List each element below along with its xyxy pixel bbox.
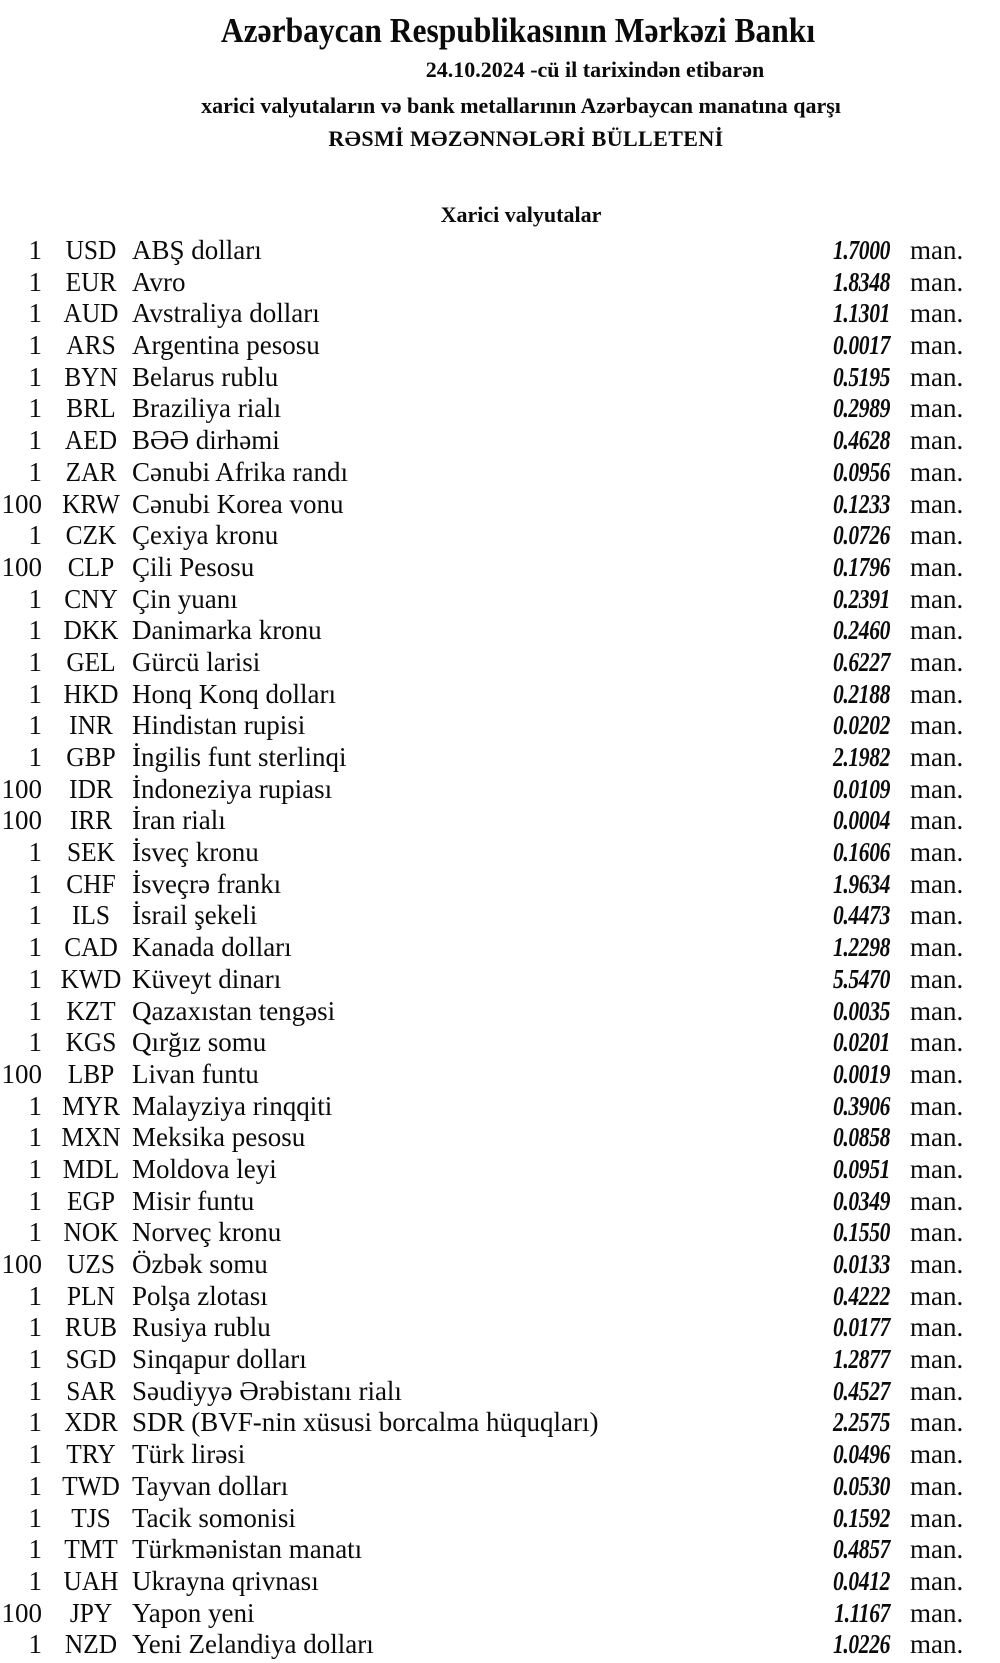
- unit-cell: man.: [910, 1090, 964, 1121]
- quantity-cell: 1: [28, 520, 42, 551]
- table-row: [0, 1312, 1000, 1344]
- quantity-cell: 1: [28, 615, 42, 646]
- quantity-cell: 1: [28, 1217, 42, 1248]
- table-row: [0, 1186, 1000, 1218]
- table-row: [0, 647, 1000, 679]
- rate-cell: 0.0035: [833, 995, 890, 1026]
- table-row: [0, 805, 1000, 837]
- currency-code-cell: NZD: [64, 1629, 118, 1660]
- unit-cell: man.: [910, 1565, 964, 1596]
- currency-name-cell: Honq Konq dolları: [132, 678, 336, 709]
- table-row: [0, 615, 1000, 647]
- unit-cell: man.: [910, 1122, 964, 1153]
- quantity-cell: 1: [28, 298, 42, 329]
- rate-cell: 0.0019: [833, 1058, 890, 1089]
- rates-table: [0, 235, 1000, 1661]
- currency-code-cell: EUR: [65, 266, 117, 297]
- table-row: [0, 932, 1000, 964]
- currency-name-cell: Moldova leyi: [132, 1153, 277, 1184]
- currency-code-cell: BRL: [66, 393, 116, 424]
- table-row: [0, 774, 1000, 806]
- currency-name-cell: Özbək somu: [132, 1249, 268, 1279]
- rate-cell: 0.2391: [833, 583, 890, 614]
- currency-code-cell: MXN: [61, 1122, 121, 1153]
- currency-code-cell: CHF: [66, 868, 116, 899]
- rate-cell: 0.0349: [833, 1185, 890, 1216]
- quantity-cell: 100: [1, 1058, 42, 1089]
- currency-code-cell: KZT: [66, 995, 116, 1026]
- section-title-foreign-currencies: Xarici valyutalar: [440, 202, 602, 227]
- currency-code-cell: NOK: [63, 1217, 119, 1248]
- currency-name-cell: Qazaxıstan tengəsi: [132, 995, 336, 1026]
- table-row: [0, 837, 1000, 869]
- currency-code-cell: UZS: [67, 1249, 115, 1279]
- table-row: [0, 1027, 1000, 1059]
- rate-cell: 0.4527: [833, 1375, 890, 1406]
- table-row: [0, 964, 1000, 996]
- quantity-cell: 1: [28, 330, 42, 361]
- table-row: [0, 1598, 1000, 1630]
- unit-cell: man.: [910, 710, 964, 741]
- unit-cell: man.: [910, 1312, 964, 1343]
- unit-cell: man.: [910, 1407, 964, 1438]
- unit-cell: man.: [910, 1153, 964, 1184]
- rate-cell: 0.0201: [833, 1027, 890, 1058]
- currency-code-cell: TJS: [71, 1502, 111, 1533]
- quantity-cell: 1: [28, 900, 42, 931]
- table-row: [0, 552, 1000, 584]
- rate-cell: 0.3906: [833, 1090, 890, 1121]
- rate-cell: 0.1796: [833, 551, 890, 582]
- currency-name-cell: Gürcü larisi: [132, 646, 261, 677]
- quantity-cell: 1: [28, 868, 42, 899]
- currency-name-cell: Cənubi Korea vonu: [132, 488, 344, 519]
- rate-cell: 0.2188: [833, 678, 890, 709]
- table-row: [0, 362, 1000, 394]
- quantity-cell: 1: [28, 963, 42, 994]
- currency-code-cell: HKD: [63, 678, 119, 709]
- unit-cell: man.: [910, 1470, 964, 1501]
- table-row: [0, 584, 1000, 616]
- currency-code-cell: MYR: [62, 1090, 120, 1121]
- currency-name-cell: Tayvan dolları: [132, 1470, 289, 1501]
- unit-cell: man.: [910, 456, 964, 487]
- currency-name-cell: Sinqapur dolları: [132, 1344, 307, 1375]
- unit-cell: man.: [910, 1534, 964, 1565]
- quantity-cell: 1: [28, 393, 42, 424]
- quantity-cell: 1: [28, 1280, 42, 1311]
- unit-cell: man.: [910, 266, 964, 297]
- quantity-cell: 1: [28, 1185, 42, 1216]
- currency-name-cell: Malayziya rinqqiti: [132, 1090, 333, 1121]
- table-row: [0, 996, 1000, 1028]
- quantity-cell: 1: [28, 1502, 42, 1533]
- currency-code-cell: SAR: [66, 1375, 116, 1406]
- unit-cell: man.: [910, 393, 964, 424]
- unit-cell: man.: [910, 1058, 964, 1089]
- quantity-cell: 1: [28, 1439, 42, 1470]
- quantity-cell: 100: [1, 773, 42, 804]
- quantity-cell: 1: [28, 425, 42, 456]
- table-row: [0, 330, 1000, 362]
- rate-cell: 5.5470: [833, 963, 890, 994]
- rate-cell: 1.2877: [833, 1344, 890, 1375]
- quantity-cell: 1: [28, 1122, 42, 1153]
- currency-name-cell: İsveçrə frankı: [132, 868, 282, 899]
- table-row: [0, 235, 1000, 267]
- table-row: [0, 1566, 1000, 1598]
- currency-name-cell: Livan funtu: [132, 1058, 259, 1089]
- currency-code-cell: SGD: [65, 1344, 117, 1375]
- currency-code-cell: ILS: [71, 900, 111, 931]
- currency-code-cell: INR: [69, 710, 113, 741]
- quantity-cell: 1: [28, 1344, 42, 1375]
- table-row: [0, 1439, 1000, 1471]
- currency-code-cell: RUB: [64, 1312, 118, 1343]
- table-row: [0, 1534, 1000, 1566]
- unit-cell: man.: [910, 1185, 964, 1216]
- table-row: [0, 1249, 1000, 1281]
- rate-cell: 0.0017: [833, 330, 890, 361]
- table-row: [0, 489, 1000, 521]
- table-row: [0, 1154, 1000, 1186]
- rate-cell: 0.0726: [833, 520, 890, 551]
- rate-cell: 1.9634: [833, 868, 890, 899]
- currency-name-cell: Çexiya kronu: [132, 520, 279, 551]
- quantity-cell: 1: [28, 1027, 42, 1058]
- rate-cell: 0.6227: [833, 646, 890, 677]
- quantity-cell: 1: [28, 646, 42, 677]
- unit-cell: man.: [910, 1027, 964, 1058]
- unit-cell: man.: [910, 1375, 964, 1406]
- rate-cell: 1.8348: [833, 266, 890, 297]
- rate-cell: 2.1982: [833, 742, 890, 772]
- rate-cell: 0.1550: [833, 1217, 890, 1248]
- currency-name-cell: Çili Pesosu: [132, 551, 255, 582]
- rate-cell: 1.2298: [833, 932, 890, 963]
- rate-cell: 0.0109: [833, 773, 890, 804]
- currency-name-cell: İran rialı: [132, 805, 226, 836]
- currency-code-cell: EGP: [67, 1185, 115, 1216]
- currency-code-cell: AUD: [63, 298, 119, 329]
- currency-name-cell: SDR (BVF-nin xüsusi borcalma hüquqları): [132, 1407, 599, 1438]
- unit-cell: man.: [910, 646, 964, 677]
- currency-name-cell: Braziliya rialı: [132, 393, 282, 424]
- currency-code-cell: MDL: [62, 1153, 120, 1184]
- quantity-cell: 100: [1, 1249, 42, 1279]
- unit-cell: man.: [910, 963, 964, 994]
- currency-code-cell: GBP: [66, 742, 116, 772]
- currency-code-cell: DKK: [63, 615, 119, 646]
- table-row: [0, 425, 1000, 457]
- currency-code-cell: TMT: [64, 1534, 118, 1565]
- rate-cell: 0.0951: [833, 1153, 890, 1184]
- bulletin-title: RƏSMİ MƏZƏNNƏLƏRİ BÜLLETENİ: [328, 126, 724, 151]
- quantity-cell: 1: [28, 1407, 42, 1438]
- table-row: [0, 1091, 1000, 1123]
- quantity-cell: 1: [28, 1470, 42, 1501]
- quantity-cell: 1: [28, 456, 42, 487]
- quantity-cell: 1: [28, 678, 42, 709]
- bank-title: Azərbaycan Respublikasının Mərkəzi Bankı: [220, 11, 816, 50]
- currency-code-cell: CAD: [64, 932, 118, 963]
- currency-code-cell: USD: [65, 235, 117, 265]
- currency-code-cell: BYN: [64, 361, 118, 392]
- unit-cell: man.: [910, 1217, 964, 1248]
- quantity-cell: 1: [28, 1153, 42, 1184]
- unit-cell: man.: [910, 805, 964, 836]
- table-row: [0, 520, 1000, 552]
- quantity-cell: 1: [28, 361, 42, 392]
- currency-name-cell: Norveç kronu: [132, 1217, 282, 1248]
- rate-cell: 0.1233: [833, 488, 890, 519]
- rate-cell: 1.0226: [833, 1629, 890, 1660]
- rate-cell: 0.0133: [833, 1249, 890, 1279]
- currency-name-cell: Kanada dolları: [132, 932, 292, 963]
- quantity-cell: 1: [28, 837, 42, 868]
- table-row: [0, 1376, 1000, 1408]
- currency-code-cell: ZAR: [65, 456, 117, 487]
- quantity-cell: 1: [28, 1565, 42, 1596]
- quantity-cell: 1: [28, 583, 42, 614]
- currency-name-cell: Türkmənistan manatı: [132, 1534, 363, 1565]
- unit-cell: man.: [910, 1597, 964, 1628]
- currency-name-cell: İngilis funt sterlinqi: [132, 742, 347, 772]
- rate-cell: 1.7000: [833, 235, 890, 265]
- unit-cell: man.: [910, 742, 964, 772]
- unit-cell: man.: [910, 330, 964, 361]
- quantity-cell: 1: [28, 1629, 42, 1660]
- table-row: [0, 393, 1000, 425]
- quantity-cell: 1: [28, 235, 42, 265]
- unit-cell: man.: [910, 615, 964, 646]
- table-row: [0, 679, 1000, 711]
- unit-cell: man.: [910, 583, 964, 614]
- unit-cell: man.: [910, 868, 964, 899]
- currency-name-cell: Belarus rublu: [132, 361, 279, 392]
- quantity-cell: 100: [1, 488, 42, 519]
- table-row: [0, 1059, 1000, 1091]
- currency-code-cell: KRW: [62, 488, 120, 519]
- unit-cell: man.: [910, 1280, 964, 1311]
- quantity-cell: 1: [28, 1312, 42, 1343]
- quantity-cell: 1: [28, 742, 42, 772]
- unit-cell: man.: [910, 298, 964, 329]
- currency-code-cell: XDR: [64, 1407, 118, 1438]
- currency-name-cell: Avstraliya dolları: [132, 298, 320, 329]
- currency-name-cell: Danimarka kronu: [132, 615, 322, 646]
- rate-cell: 0.4857: [833, 1534, 890, 1565]
- currency-name-cell: Türk lirəsi: [132, 1439, 246, 1470]
- quantity-cell: 100: [1, 1597, 42, 1628]
- rate-cell: 0.4628: [833, 425, 890, 456]
- currency-code-cell: IRR: [69, 805, 113, 836]
- unit-cell: man.: [910, 1502, 964, 1533]
- currency-code-cell: CLP: [67, 551, 115, 582]
- currency-code-cell: SEK: [67, 837, 115, 868]
- unit-cell: man.: [910, 235, 964, 265]
- currency-code-cell: KWD: [60, 963, 122, 994]
- table-row: [0, 1281, 1000, 1313]
- quantity-cell: 100: [1, 805, 42, 836]
- unit-cell: man.: [910, 425, 964, 456]
- currency-name-cell: Misir funtu: [132, 1185, 255, 1216]
- currency-name-cell: Cənubi Afrika randı: [132, 456, 348, 487]
- rate-cell: 2.2575: [833, 1407, 890, 1438]
- table-row: [0, 1503, 1000, 1535]
- rate-cell: 1.1301: [833, 298, 890, 329]
- table-row: [0, 1217, 1000, 1249]
- currency-name-cell: İsrail şekeli: [132, 900, 258, 931]
- quantity-cell: 1: [28, 1375, 42, 1406]
- currency-name-cell: Səudiyyə Ərəbistanı rialı: [132, 1375, 402, 1406]
- unit-cell: man.: [910, 900, 964, 931]
- unit-cell: man.: [910, 361, 964, 392]
- table-row: [0, 1471, 1000, 1503]
- rate-cell: 0.0004: [833, 805, 890, 836]
- currency-name-cell: Tacik somonisi: [132, 1502, 296, 1533]
- rate-cell: 0.0496: [833, 1439, 890, 1470]
- rate-cell: 0.4222: [833, 1280, 890, 1311]
- rate-cell: 0.1606: [833, 837, 890, 868]
- currency-name-cell: Rusiya rublu: [132, 1312, 271, 1343]
- currency-code-cell: UAH: [63, 1565, 119, 1596]
- unit-cell: man.: [910, 488, 964, 519]
- rate-cell: 0.0202: [833, 710, 890, 741]
- rate-cell: 0.0177: [833, 1312, 890, 1343]
- quantity-cell: 1: [28, 266, 42, 297]
- rate-cell: 0.1592: [833, 1502, 890, 1533]
- currency-code-cell: PLN: [67, 1280, 115, 1311]
- currency-name-cell: Avro: [132, 266, 186, 297]
- currency-code-cell: CZK: [65, 520, 117, 551]
- currency-name-cell: Polşa zlotası: [132, 1280, 268, 1311]
- unit-cell: man.: [910, 1629, 964, 1660]
- currency-code-cell: CNY: [64, 583, 118, 614]
- currency-name-cell: Yeni Zelandiya dolları: [132, 1629, 374, 1660]
- currency-name-cell: Yapon yeni: [132, 1597, 255, 1628]
- unit-cell: man.: [910, 995, 964, 1026]
- unit-cell: man.: [910, 1249, 964, 1279]
- currency-code-cell: GEL: [66, 646, 116, 677]
- subtitle-line: xarici valyutaların və bank metallarının Azərbaycan manatına qarşı: [201, 93, 841, 118]
- rate-cell: 0.2460: [833, 615, 890, 646]
- currency-name-cell: Argentina pesosu: [132, 330, 320, 361]
- unit-cell: man.: [910, 773, 964, 804]
- unit-cell: man.: [910, 1439, 964, 1470]
- table-row: [0, 1344, 1000, 1376]
- unit-cell: man.: [910, 1344, 964, 1375]
- currency-name-cell: Küveyt dinarı: [132, 963, 282, 994]
- effective-date-line: 24.10.2024 -cü il tarixindən etibarən: [425, 57, 765, 82]
- currency-code-cell: LBP: [67, 1058, 115, 1089]
- currency-name-cell: İsveç kronu: [132, 837, 259, 868]
- rate-cell: 0.0412: [833, 1565, 890, 1596]
- table-row: [0, 742, 1000, 774]
- currency-code-cell: ARS: [66, 330, 116, 361]
- currency-name-cell: BƏƏ dirhəmi: [132, 425, 280, 456]
- table-row: [0, 1122, 1000, 1154]
- currency-code-cell: JPY: [69, 1597, 113, 1628]
- quantity-cell: 1: [28, 1090, 42, 1121]
- currency-name-cell: İndoneziya rupiası: [132, 773, 333, 804]
- currency-name-cell: Qırğız somu: [132, 1027, 267, 1058]
- quantity-cell: 1: [28, 932, 42, 963]
- rate-cell: 0.2989: [833, 393, 890, 424]
- unit-cell: man.: [910, 520, 964, 551]
- quantity-cell: 1: [28, 995, 42, 1026]
- table-row: [0, 267, 1000, 299]
- table-row: [0, 1407, 1000, 1439]
- quantity-cell: 100: [1, 551, 42, 582]
- unit-cell: man.: [910, 678, 964, 709]
- currency-code-cell: TRY: [66, 1439, 116, 1470]
- unit-cell: man.: [910, 551, 964, 582]
- rate-cell: 0.4473: [833, 900, 890, 931]
- currency-name-cell: Hindistan rupisi: [132, 710, 306, 741]
- table-row: [0, 1629, 1000, 1661]
- currency-name-cell: Meksika pesosu: [132, 1122, 306, 1153]
- currency-code-cell: TWD: [62, 1470, 120, 1501]
- currency-code-cell: AED: [64, 425, 118, 456]
- unit-cell: man.: [910, 837, 964, 868]
- table-row: [0, 869, 1000, 901]
- rate-cell: 0.0858: [833, 1122, 890, 1153]
- currency-name-cell: ABŞ dolları: [132, 235, 262, 265]
- table-row: [0, 298, 1000, 330]
- table-row: [0, 457, 1000, 489]
- table-row: [0, 900, 1000, 932]
- currency-code-cell: KGS: [65, 1027, 117, 1058]
- rate-cell: 0.0530: [833, 1470, 890, 1501]
- currency-name-cell: Ukrayna qrivnası: [132, 1565, 319, 1596]
- quantity-cell: 1: [28, 710, 42, 741]
- rate-cell: 1.1167: [834, 1597, 890, 1628]
- currency-code-cell: IDR: [69, 773, 113, 804]
- rate-cell: 0.0956: [833, 456, 890, 487]
- unit-cell: man.: [910, 932, 964, 963]
- table-row: [0, 710, 1000, 742]
- rate-cell: 0.5195: [833, 361, 890, 392]
- currency-name-cell: Çin yuanı: [132, 583, 238, 614]
- quantity-cell: 1: [28, 1534, 42, 1565]
